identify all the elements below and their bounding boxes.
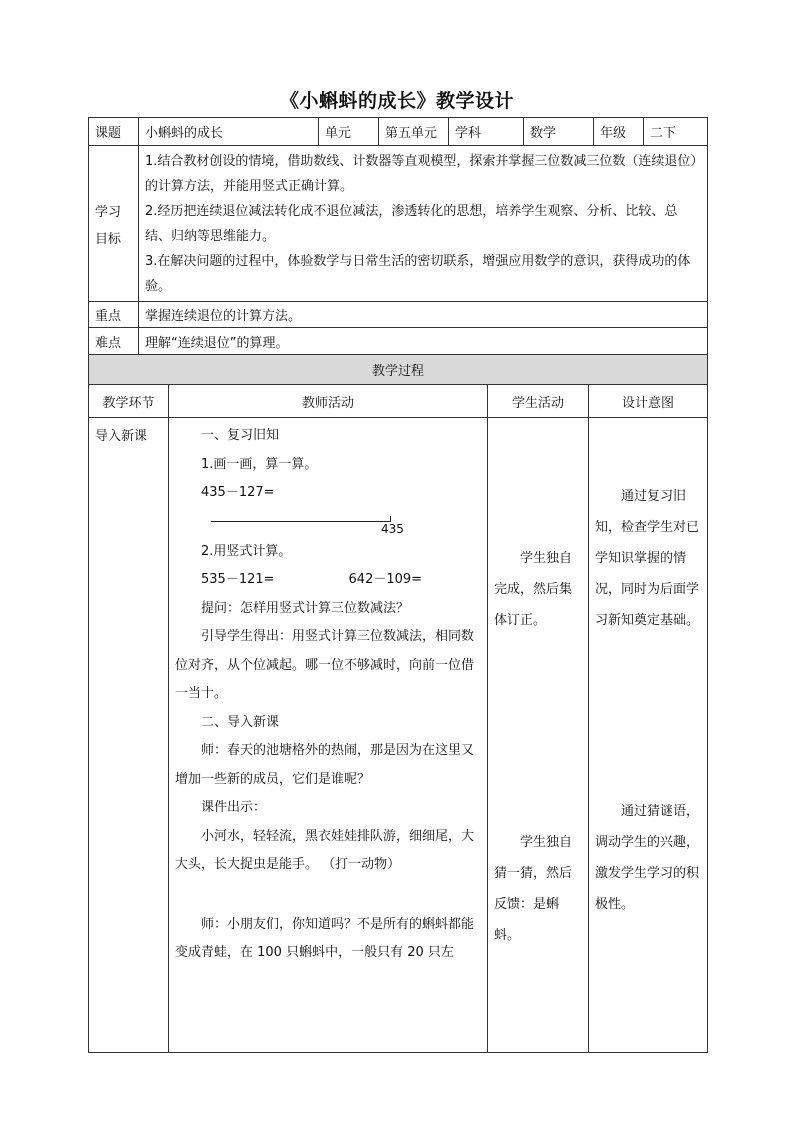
teacher-activity	[169, 418, 488, 1053]
column-header: 设计意图	[589, 385, 708, 418]
info-row	[89, 118, 708, 146]
process-header: 教学过程	[89, 355, 708, 385]
teaching-process-table	[88, 354, 708, 1053]
subject-label: 学科	[449, 118, 524, 146]
objective-item: 2.经历把连续退位减法转化成不退位减法，渗透转化的思想，培养学生观察、分析、比较、总结、归纳等思维能力。	[145, 204, 678, 244]
guide-text: 引导学生得出：用竖式计算三位数减法，相同数位对齐，从个位减起。哪一位不够减时，向前一位借一当十。	[175, 629, 475, 701]
lesson-info-table	[88, 117, 708, 355]
topic-value: 小蝌蚪的成长	[139, 118, 319, 146]
equation: 435－127=	[201, 485, 275, 500]
column-header: 教师活动	[169, 385, 488, 418]
key-point-row	[89, 302, 708, 328]
courseware-label: 课件出示：	[201, 800, 267, 815]
stage-label: 导入新课	[89, 418, 169, 1053]
equation: 642－109=	[348, 572, 423, 587]
task-text: 2.用竖式计算。	[201, 543, 292, 559]
objectives-row	[89, 146, 708, 302]
intent-text: 通过复习旧知，检查学生对已学知识掌握的情况，同时为后面学习新知奠定基础。	[595, 489, 700, 628]
student-answer: 学生独自猜一猜，然后反馈：是蝌蚪。	[494, 835, 573, 943]
question-text: 提问：怎样用竖式计算三位数减法？	[201, 600, 410, 616]
intent-text: 通过猜谜语，调动学生的兴趣，激发学生学习的积极性。	[595, 804, 700, 912]
equation: 535－121=	[201, 572, 275, 587]
key-point-text: 掌握连续退位的计算方法。	[139, 302, 708, 328]
objective-item: 3.在解决问题的过程中，体验数学与日常生活的密切联系，增强应用数学的意识，获得成功的体验。	[145, 254, 691, 294]
section-heading: 二、导入新课	[201, 714, 280, 730]
process-header-row	[89, 355, 708, 385]
number-line	[175, 508, 483, 536]
design-intent	[589, 418, 708, 1053]
column-header-row	[89, 385, 708, 418]
student-activity	[488, 418, 589, 1053]
equation-row	[175, 566, 483, 595]
difficulty-label: 难点	[89, 328, 139, 355]
objectives-content	[139, 146, 708, 302]
number-line-label: 435	[381, 521, 404, 536]
unit-value: 第五单元	[379, 118, 449, 146]
grade-value: 二下	[644, 118, 708, 146]
column-header: 学生活动	[488, 385, 589, 418]
riddle-text: 小河水，轻轻流，黑衣娃娃排队游，细细尾，大大头，长大捉虫是能手。 （打一动物）	[175, 828, 475, 872]
number-line-axis	[211, 521, 391, 522]
section-heading: 一、复习旧知	[201, 428, 280, 443]
teacher-line: 师：春天的池塘格外的热闹，那是因为在这里又增加一些新的成员，它们是谁呢？	[175, 743, 475, 787]
objectives-label: 学习 目标	[89, 146, 139, 302]
column-header: 教学环节	[89, 385, 169, 418]
intro-row	[89, 418, 708, 1053]
difficulty-text: 理解“连续退位”的算理。	[139, 328, 708, 355]
key-point-label: 重点	[89, 302, 139, 328]
student-answer: 学生独自完成，然后集体订正。	[494, 551, 573, 628]
objective-item: 1.结合教材创设的情境，借助数线、计数器等直观模型，探索并掌握三位数减三位数（连续退位）的计算方法，并能用竖式正确计算。	[145, 154, 697, 194]
subject-value: 数学	[524, 118, 594, 146]
difficulty-row	[89, 328, 708, 355]
grade-label: 年级	[594, 118, 644, 146]
unit-label: 单元	[319, 118, 379, 146]
topic-label: 课题	[89, 118, 139, 146]
task-text: 1.画一画，算一算。	[201, 456, 318, 472]
teacher-line: 师：小朋友们，你知道吗？不是所有的蝌蚪都能变成青蛙，在 100 只蝌蚪中，一般只有 20 只左	[175, 916, 475, 960]
document-title: 《小蝌蚪的成长》教学设计	[279, 90, 514, 112]
